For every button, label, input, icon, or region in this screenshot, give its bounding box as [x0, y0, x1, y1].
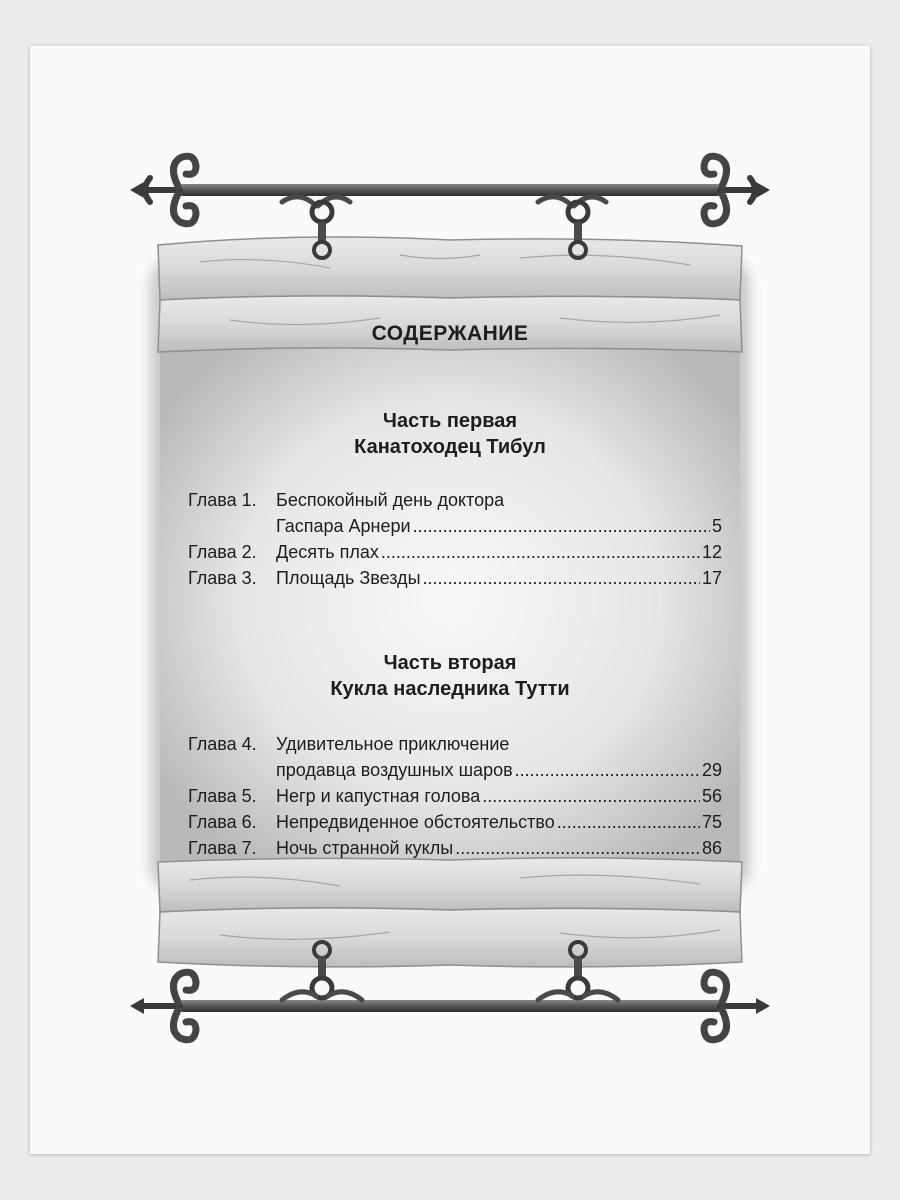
- chapter-label: Глава 1.: [188, 490, 257, 510]
- chapter-list-part-1: [188, 487, 722, 591]
- chapter-title: Негр и капустная голова: [276, 786, 481, 806]
- chapter-title: Десять плах: [276, 542, 379, 562]
- chapter-label: Глава 4.: [188, 734, 257, 754]
- chapter-entry-6[interactable]: [188, 809, 722, 835]
- chapter-title: Площадь Звезды: [276, 568, 421, 588]
- chapter-entry-1[interactable]: [188, 487, 722, 513]
- chapter-label: Глава 6.: [188, 812, 257, 832]
- page-number: 29: [701, 760, 722, 780]
- chapter-list-part-2: [188, 731, 722, 861]
- dot-leader: [423, 565, 700, 591]
- chapter-title: Гаспара Арнери: [276, 516, 411, 536]
- bottom-planks: [158, 858, 742, 967]
- chapter-label: Глава 7.: [188, 838, 257, 858]
- chapter-label: Глава 5.: [188, 786, 257, 806]
- part-number: Часть первая: [382, 410, 518, 432]
- page-number: 5: [711, 516, 722, 536]
- dot-leader: [455, 835, 700, 861]
- chapter-title: Ночь странной куклы: [276, 838, 454, 858]
- page-number: 86: [701, 838, 722, 858]
- chapter-entry-1-continued[interactable]: [188, 513, 722, 539]
- contents-title: СОДЕРЖАНИЕ: [371, 322, 529, 345]
- chapter-title: Беспокойный день доктора: [276, 490, 505, 510]
- chapter-entry-4[interactable]: [188, 731, 722, 757]
- part-number: Часть вторая: [383, 652, 517, 674]
- part-heading-2: [0, 650, 900, 702]
- chapter-entry-2[interactable]: [188, 539, 722, 565]
- chapter-label: Глава 2.: [188, 542, 257, 562]
- part-name: Канатоходец Тибул: [354, 436, 546, 458]
- chapter-title: продавца воздушных шаров: [276, 760, 513, 780]
- chapter-entry-3[interactable]: [188, 565, 722, 591]
- chapter-entry-5[interactable]: [188, 783, 722, 809]
- chapter-entry-4-continued[interactable]: [188, 757, 722, 783]
- dot-leader: [413, 513, 710, 539]
- dot-leader: [515, 757, 700, 783]
- chapter-label: Глава 3.: [188, 568, 257, 588]
- page-number: 12: [701, 542, 722, 562]
- part-name: Кукла наследника Тутти: [330, 678, 570, 700]
- chapter-title: Непредвиденное обстоятельство: [276, 812, 555, 832]
- part-heading-1: [0, 408, 900, 460]
- chapter-entry-7[interactable]: [188, 835, 722, 861]
- page-number: 75: [701, 812, 722, 832]
- page-number: 17: [701, 568, 722, 588]
- dot-leader: [381, 539, 700, 565]
- chapter-title: Удивительное приключение: [276, 734, 510, 754]
- dot-leader: [557, 809, 700, 835]
- dot-leader: [482, 783, 700, 809]
- page-number: 56: [701, 786, 722, 806]
